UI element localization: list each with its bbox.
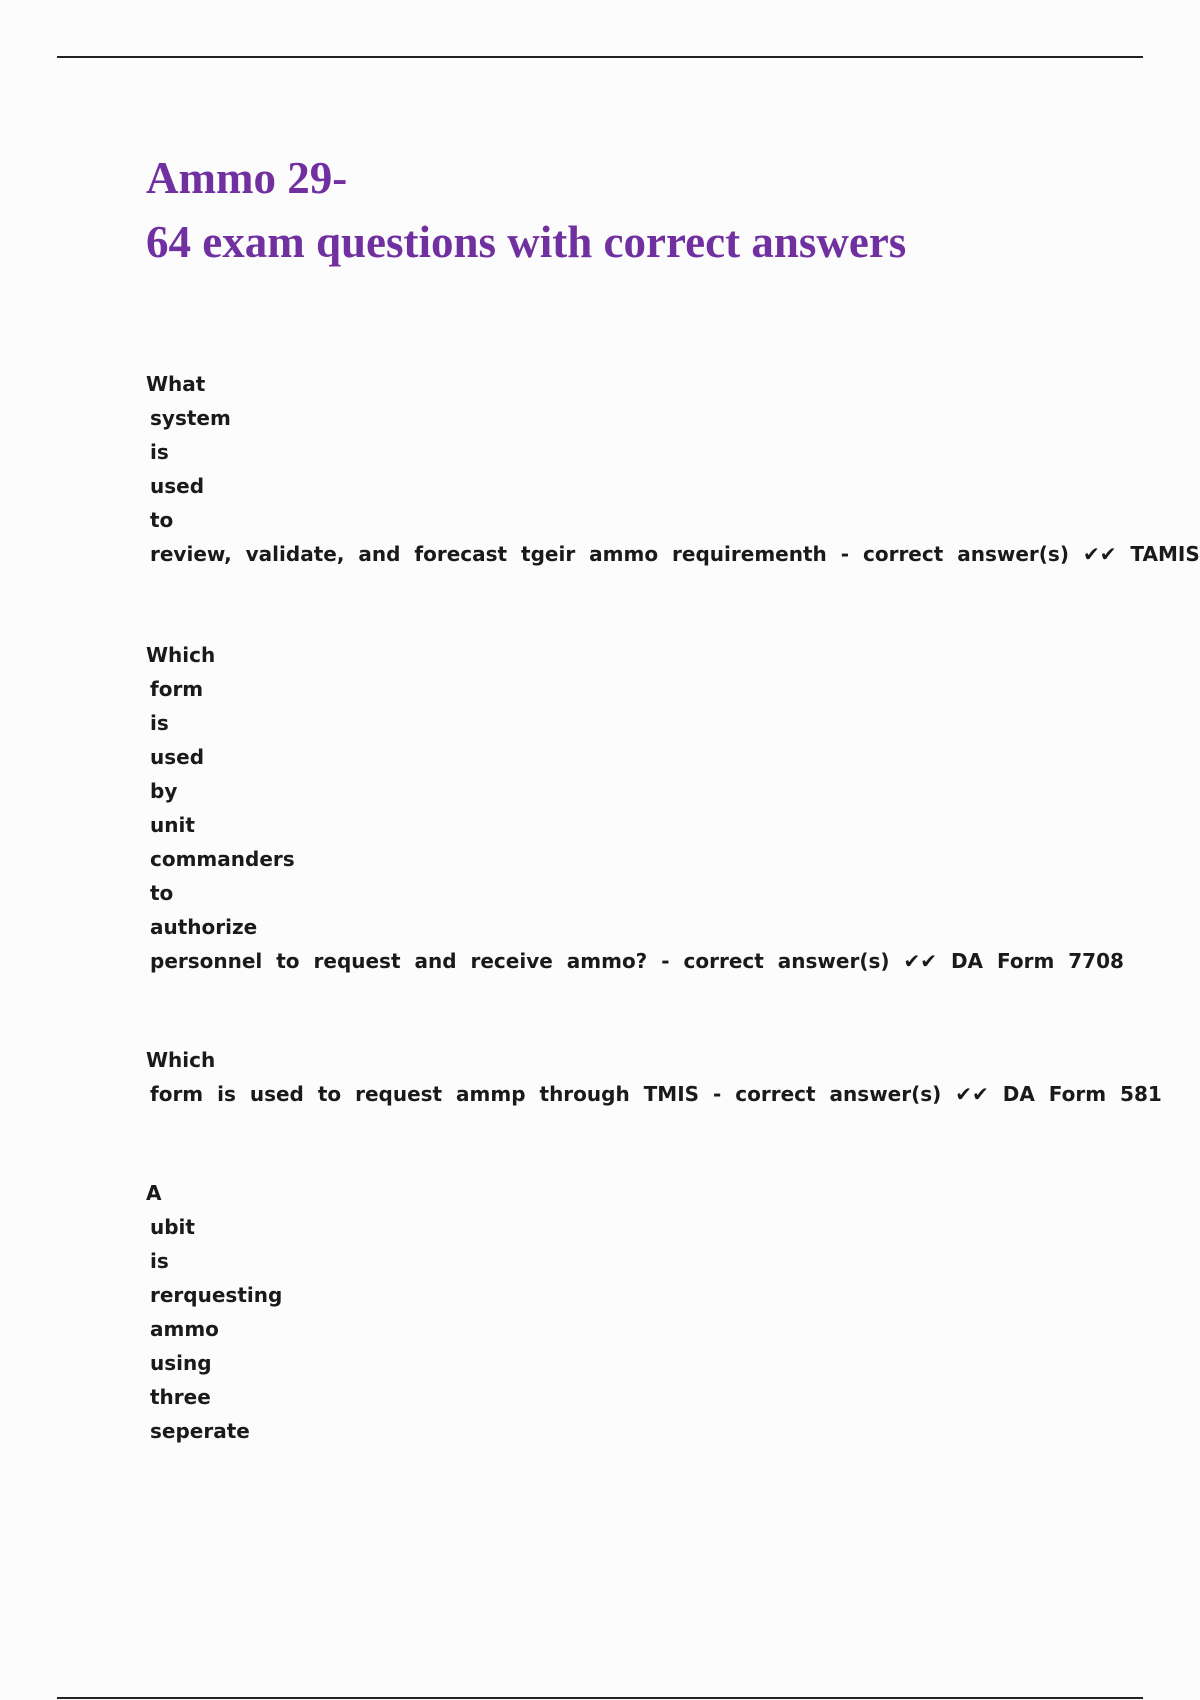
question-word: A: [146, 1181, 162, 1205]
question-word: three: [150, 1385, 211, 1409]
question-answer-line: form is used to request ammp through TMIS - correct answer(s) ✔✔ DA Form 581: [150, 1082, 1162, 1106]
question-word: ubit: [150, 1215, 195, 1239]
question-word: is: [150, 1249, 169, 1273]
question-word: ammo: [150, 1317, 219, 1341]
question-word: Which: [146, 1048, 216, 1072]
question-word: to: [150, 508, 174, 532]
question-word: used: [150, 474, 205, 498]
question-word: rerquesting: [150, 1283, 283, 1307]
question-word: system: [150, 406, 231, 430]
question-word: authorize: [150, 915, 258, 939]
question-word: What: [146, 372, 206, 396]
question-word: unit: [150, 813, 195, 837]
question-4: [146, 1176, 282, 1448]
question-word: seperate: [150, 1419, 250, 1443]
title-line-2: 64 exam questions with correct answers: [146, 217, 907, 267]
question-answer-line: personnel to request and receive ammo? - correct answer(s) ✔✔ DA Form 7708: [150, 949, 1124, 973]
question-word: to: [150, 881, 174, 905]
question-word: Which: [146, 643, 216, 667]
title-line-1: Ammo 29-: [146, 153, 348, 203]
question-word: using: [150, 1351, 212, 1375]
question-word: by: [150, 779, 178, 803]
question-word: form: [150, 677, 204, 701]
question-word: is: [150, 440, 169, 464]
question-word: is: [150, 711, 169, 735]
question-word: commanders: [150, 847, 295, 871]
question-1: [146, 367, 1200, 571]
question-answer-line: review, validate, and forecast tgeir ammo requirementh - correct answer(s) ✔✔ TAMIS: [150, 542, 1200, 566]
question-2: [146, 638, 1124, 978]
question-3: [146, 1043, 1162, 1111]
footer-rule: [57, 1697, 1143, 1699]
question-word: used: [150, 745, 205, 769]
header-rule: [57, 56, 1143, 58]
document-title: [146, 146, 906, 274]
